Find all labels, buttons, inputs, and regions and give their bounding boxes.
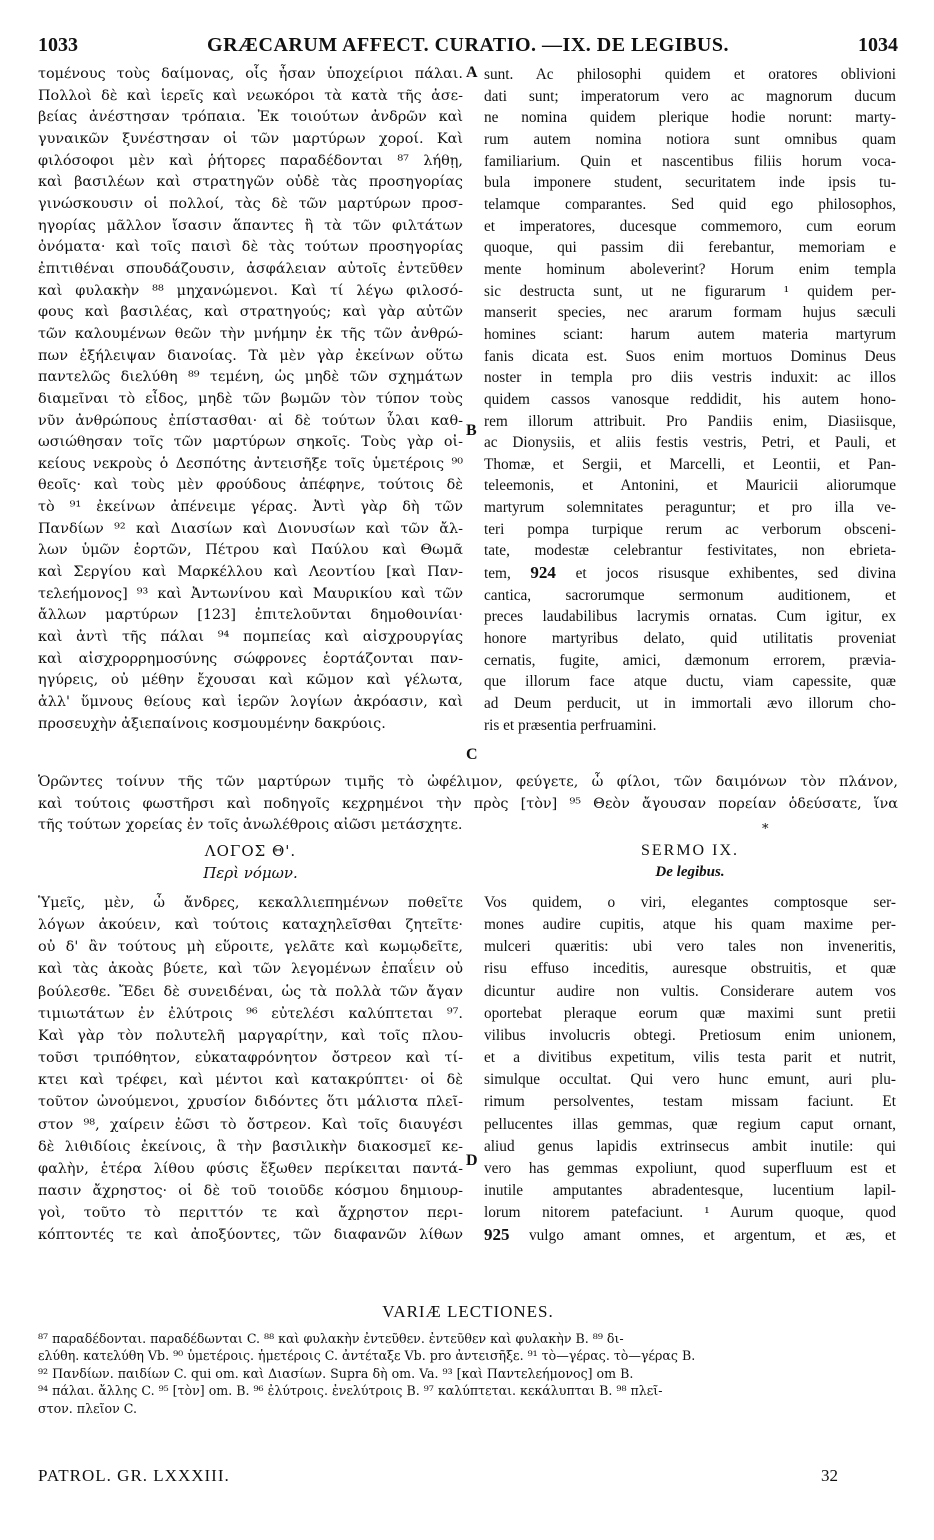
latin-text-line: rem illorum attribuit. Pro Pandiis enim, Diasiisque, (484, 412, 896, 430)
latin-sermon-title: SERMO IX. (640, 842, 739, 859)
latin-text-line: pellucentes illas gemmas, quæ regium caput ornant, (484, 1115, 896, 1133)
greek-column-lower (38, 892, 463, 1247)
greek-text-line: προσευχὴν ἀξιεπαίνοις κοσμουμένην δακρύοις. (38, 715, 386, 732)
variant-note-line: ⁹⁴ πάλαι. ἄλλης C. ⁹⁵ [τὸν] om. B. ⁹⁶ ἐλύτροις. ἐνελύτροις B. ⁹⁷ καλύπτεται. κεκάλυπται B. ⁹⁸ πλεῖ- (38, 1383, 663, 1399)
greek-text-line: τοῦσι τριπόθητον, εὐκαταφρόνητον ὄστρεον καὶ τί- (38, 1050, 463, 1067)
greek-text-line: τῆς τούτων χορείας ἐν τοῖς ἀνωλέθροις αἰῶσι μετάσχητε. (38, 817, 463, 833)
latin-text-line: quoque, qui passim dii ferebantur, memoriam e (484, 239, 896, 257)
latin-text-line: risu effuso inceditis, auresque obstruitis, et quæ (484, 960, 896, 978)
latin-text-line: oportebat pleraque eorum quæ maximi sunt pretii (484, 1004, 896, 1022)
latin-text-line: fanis dicata est. Suos enim mortuos Dominus Deus (484, 347, 896, 365)
greek-text-line: νῦν ἀνθρώπους ἐπίστασθαι· αἱ δὲ τούτων ὗλαι καθ- (38, 412, 463, 429)
greek-text-line: φιλόσοφοι μὲν καὶ ῥήτορες παραδέδονται ⁸⁷ λήθῃ, (38, 152, 463, 169)
variant-readings-notes (38, 1330, 898, 1417)
latin-text-line: tem, 924 et jocos risusque exhibentes, sed divina (484, 563, 896, 583)
greek-text-line: καὶ αἰσχρορρημοσύνης σώφρονες ἑορτάζονται παν- (38, 650, 463, 667)
greek-text-line: καὶ βασιλέων καὶ στρατηγῶν οὐδὲ τὰς προσηγορίας (38, 174, 463, 191)
greek-text-line: καὶ τούτοις φωστῆρσι καὶ ποδηγοῖς κεχρημένοι τὴν πρὸς [τὸν] ⁹⁵ Θεὸν ἄγουσαν πορείαν ὁδεύσατε, ἵνα (38, 795, 898, 812)
latin-column-lower (484, 892, 896, 1248)
greek-text-line: καὶ φυλακὴν ⁸⁸ μηχανώμενοι. Καὶ τί λέγω φιλοσό- (38, 282, 463, 299)
greek-text-line: βούλεσθε. Ἔδει δὲ συνειδέναι, ὡς τὰ πολλὰ τῶν ἄγαν (38, 983, 463, 1000)
variant-note-line: ⁸⁷ παραδέδονται. παραδέδωνται C. ⁸⁸ καὶ φυλακὴν ἐντεῦθεν. ἐντεῦθεν καὶ φυλακὴν B. ⁸⁹ δι- (38, 1331, 624, 1346)
latin-text-line: et imperatores, ducesque commemoro, cum eorum (484, 217, 896, 235)
latin-text-line: dati sunt; imperatorum vero ac magnorum ducum (484, 87, 896, 105)
greek-text-line: παντελῶς διελύθη ⁸⁹ τεμένη, ὡς μηδὲ τῶν σχημάτων (38, 369, 463, 386)
page-header (38, 34, 898, 60)
latin-text-line: vilibus involucris obtegi. Pretiosum enim unionem, (484, 1026, 896, 1044)
greek-text-line: Καὶ γὰρ τὸν πολυτελῆ μαργαρίτην, καὶ τοῖς πλου- (38, 1027, 463, 1044)
column-page-marker: 925 (484, 1225, 510, 1245)
latin-text-line: mones audire cupitis, atque his quam maxime per- (484, 916, 896, 934)
greek-text-line: πων ἐξήλειψαν διανοίας. Τὰ μὲν γὰρ ἐκείνων οὕτω (38, 347, 463, 364)
greek-text-line: κείους νεκροὺς ὁ Δεσπότης ἀντεισῆξε τοῖς ὑμετέροις ⁹⁰ (38, 455, 463, 472)
latin-text-line: Vos quidem, o viri, elegantes comptosque ser- (484, 894, 896, 911)
latin-text-line: ac Dionysiis, et aliis festis vestris, Petri, et Pauli, et (484, 434, 896, 452)
latin-text-line: mulceri quæritis: ubi vero tales non inveneritis, (484, 938, 896, 956)
variant-note-line: ελύθη. κατελύθη Vb. ⁹⁰ ὑμετέροις. ἡμετέροις C. ἀντέταξε Vb. pro ἀντεισῆξε. ⁹¹ τὸ—γέρας. τὸ—γέρας B. (38, 1348, 696, 1364)
latin-text-line: teri pompa turpique rerum ac verborum obsceni- (484, 520, 896, 538)
latin-text-line: ad Deum perducit, ut in immortali ævo illorum cho- (484, 695, 896, 713)
greek-text-line: στον ⁹⁸, χαίρειν ἐῶσι τὸ ὄστρεον. Καὶ τοῖς διαυγέσι (38, 1116, 463, 1133)
variae-lectiones-title: VARIÆ LECTIONES. (382, 1302, 554, 1321)
greek-text-line: ηγύρεις, οὐ μέθην ἔχουσαι καὶ κῶμον καὶ γέλωτα, (38, 672, 463, 689)
latin-text-line: tate, modestæ celebrantur festivitates, non ebrieta- (484, 542, 896, 560)
greek-text-line: Ὑμεῖς, μὲν, ὦ ἄνδρες, κεκαλλιεπημένων ποθεῖτε (38, 895, 463, 911)
greek-text-line: οὐ δ' ἂν τούτους μὴ εὕροιτε, γελᾶτε καὶ κωμῳδεῖτε, (38, 939, 463, 956)
latin-text-line: vero has gemmas expoliunt, quod superfluum est et (484, 1159, 896, 1177)
greek-text-line: δὲ λιθιδίοις ἐκείνοις, ἃ τὴν βασιλικὴν διακοσμεῖ κε- (38, 1138, 463, 1155)
page-number-left: 1033 (38, 34, 78, 56)
latin-text-line: rum autem nomina notiora sunt omnibus quam (484, 130, 896, 148)
greek-text-line: γινώσκουσιν οἱ πολλοί, τὰς δὲ τῶν μαρτύρων προσ- (38, 195, 463, 212)
greek-text-line: ἐπιτιθέναι σπουδάζουσιν, ἀσφάλειαν αὐτοῖς ἐντεῦθεν (38, 260, 463, 277)
variant-note-line: ⁹² Πανδίων. παιδίων C. qui om. καὶ Διασίων. Supra δὴ om. Va. ⁹³ [καὶ Παντελεήμονος] om B. (38, 1365, 634, 1381)
latin-text-line: manserit species, nec ararum formam hujus sæculi (484, 304, 896, 322)
latin-text-line: 925 vulgo amant omnes, et argentum, et æs, et (484, 1225, 896, 1245)
greek-text-line: καὶ τὰς ἀκοὰς βύετε, καὶ τῶν λεγομένων ἐπαΐειν οὐ (38, 961, 463, 978)
page-number-right: 1034 (858, 34, 898, 56)
latin-text-line: bula imponere student, securitatem inde ipsis tu- (484, 174, 896, 192)
greek-text-line: ωσιώθησαν τοῖς τῶν μαρτύρων σηκοῖς. Τοὺς γὰρ οἰ- (38, 434, 463, 451)
star-mark: * (762, 822, 769, 837)
greek-text-line: πασιν ἄχρηστος· οἱ δὲ τοῦ τοιοῦδε κόσμου δημιουρ- (38, 1183, 463, 1200)
latin-text-line: sic destructa sunt, ut ne figurarum ¹ quidem per- (484, 282, 896, 300)
greek-text-line: τῶν καλουμένων θεῶν τὴν μνήμην ἐκ τῆς τῶν ἀνθρώ- (38, 325, 463, 342)
greek-text-line: λόγων ἀκούειν, καὶ τούτοις καταχηλεῖσθαι ζητεῖτε· (38, 917, 463, 934)
latin-text-line: lorum nitorem patefaciunt. ¹ Aurum quoque, quod (484, 1204, 896, 1222)
greek-text-line: τοῦτον ὠνούμενοι, χρυσίον διδόντες ὅτι μάλιστα πλεῖ- (38, 1094, 463, 1111)
greek-text-line: Πανδίων ⁹² καὶ Διασίων καὶ Διονυσίων καὶ τῶν ἄλ- (38, 520, 463, 537)
greek-text-line: Πολλοὶ δὲ καὶ ἱερεῖς καὶ νεωκόροι τὰ κατὰ τῆς ἀσε- (38, 87, 463, 104)
latin-text-line: sunt. Ac philosophi quidem et oratores oblivioni (484, 66, 896, 83)
greek-sermon-subtitle: Περὶ νόμων. (203, 864, 298, 882)
greek-text-line: ἀλλ' ὕμνους θείους καὶ ἱερῶν λογίων ἀκρόασιν, καὶ (38, 694, 463, 711)
footer-series: PATROL. GR. LXXXIII. (38, 1466, 230, 1485)
latin-text-line: inutile amputantes abradentesque, lucentium lapil- (484, 1182, 896, 1200)
latin-text-line: preces laudabilibus lacrymis ornatas. Cum igitur, ex (484, 608, 896, 626)
latin-text-line: telamque comparantes. Sed quid ego philosophos, (484, 195, 896, 213)
greek-text-line: κόπτοντές τε καὶ ἀποξύοντες, τῶν διαφανῶν λίθων (38, 1227, 463, 1244)
margin-marker-c: C (466, 746, 478, 763)
latin-text-line: dicuntur audire non vultis. Considerare autem vos (484, 982, 896, 1000)
latin-text-line: cantica, sacrorumque sermonum auditionem, et (484, 586, 896, 604)
greek-text-line: φους καὶ βασιλέας, καὶ στρατηγούς; καὶ γὰρ αὐτῶν (38, 304, 463, 321)
greek-full-width-paragraph (38, 772, 898, 837)
latin-text-line: quidem cassos vanosque reddidit, his autem hono- (484, 390, 896, 408)
greek-text-line: καὶ ἀντὶ τῆς πάλαι ⁹⁴ πομπείας καὶ αἰσχρουργίας (38, 629, 463, 646)
variant-note-line: στον. πλεῖον C. (38, 1400, 137, 1416)
greek-text-line: καὶ Σεργίου καὶ Μαρκέλλου καὶ Λεοντίου [καὶ Παν- (38, 564, 463, 581)
greek-text-line: λων ὑμῶν ἑορτῶν, Πέτρου καὶ Παύλου καὶ Θωμᾶ (38, 542, 463, 559)
greek-text-line: ηγορίας μᾶλλον ἴσασιν ἅπαντες ἢ τὰ τῶν φιλτάτων (38, 217, 463, 234)
greek-text-line: τομένους τοὺς δαίμονας, οἷς ἦσαν ὑποχείριοι πάλαι. (38, 66, 463, 82)
greek-text-line: κτει καὶ τρέφει, καὶ μέντοι καὶ κατακρύπτει· οἱ δὲ (38, 1072, 463, 1089)
latin-text-line: honore martyribus delato, quid utilitatis proveniat (484, 630, 896, 648)
latin-text-line: rimum persolventes, testam missam faciunt. Et (484, 1093, 896, 1111)
footer-signature: 32 (821, 1466, 838, 1485)
greek-column-upper (38, 64, 463, 735)
greek-text-line: ὀνόματα· καὶ τοῖς παισὶ δὲ τὰς τούτων προσηγορίας (38, 239, 463, 256)
margin-marker-b: B (466, 422, 477, 439)
latin-text-line: ris et præsentia perfruamini. (484, 716, 657, 734)
latin-text-line: mente hominum aboleverint? Horum enim templa (484, 260, 896, 278)
latin-text-line: cernatis, fugite, amici, dæmonum errorem, prævia- (484, 651, 896, 669)
latin-text-line: noster in templa pro diis vestris induxit: ac illos (484, 369, 896, 387)
margin-marker-a: A (466, 64, 478, 81)
latin-column-upper (484, 64, 896, 736)
margin-marker-d: D (466, 1152, 478, 1169)
greek-text-line: θεοῖς· καὶ τοὺς μὲν φρούδους ἀπέφηνε, τούτοις δὲ (38, 477, 463, 494)
greek-text-line: ἄλλων μαρτύρων [123] ἐπιτελοῦνται δημοθοινίαι· (38, 607, 463, 624)
latin-text-line: et a divitibus expetitum, vilis testa parit et nutrit, (484, 1049, 896, 1067)
latin-text-line: homines sciant: harum autem materia martyrum (484, 325, 896, 343)
latin-text-line: que illorum face atque ductu, viam capessite, quæ (484, 673, 896, 691)
greek-text-line: τελεήμονος] ⁹³ καὶ Ἀντωνίνου καὶ Μαυρικίου καὶ τῶν (38, 585, 463, 602)
greek-text-line: Ὁρῶντες τοίνυν τῆς τῶν μαρτύρων τιμῆς τὸ ὠφέλιμον, φεύγετε, ὦ φίλοι, τῶν δαιμόνων τὸν πλάνον, (38, 774, 898, 790)
latin-text-line: familiarium. Quin et nascentibus filiis horum voca- (484, 152, 896, 170)
latin-text-line: simulque occultat. Qui vero hunc emunt, auri plu- (484, 1071, 896, 1089)
latin-text-line: martyrum solemnitates peraguntur; et pro illa ve- (484, 499, 896, 517)
greek-text-line: τὸ ⁹¹ ἐκείνων ἀπένειμε γέρας. Ἀντὶ γὰρ δὴ τῶν (38, 499, 463, 516)
column-page-marker: 924 (530, 563, 556, 583)
greek-text-line: γυναικῶν ξυνέστησαν οἱ τῶν μαρτύρων χοροί. Καὶ (38, 130, 463, 147)
greek-text-line: διαμεῖναι τὸ εἶδος, μηδὲ τῶν βωμῶν τὸν τύπον τοὺς (38, 390, 463, 407)
latin-sermon-subtitle: De legibus. (655, 864, 725, 880)
latin-text-line: ne nomina quidem plerique hodie norunt: marty- (484, 109, 896, 127)
running-title: GRÆCARUM AFFECT. CURATIO. —IX. DE LEGIBUS. (207, 34, 729, 56)
greek-text-line: γοὶ, τοῦτο τὸ περιττόν τε καὶ ἄχρηστον περι- (38, 1205, 463, 1222)
latin-text-line: Thomæ, et Sergii, et Marcelli, et Leontii, et Pan- (484, 455, 896, 473)
greek-text-line: τιμιωτάτων ἐν ἐλύτροις ⁹⁶ εὐτελέσι καλύπτεται ⁹⁷. (38, 1005, 463, 1022)
greek-text-line: φαλὴν, ἑτέρα λίθου φύσις ἔξωθεν περίκειται παντά- (38, 1160, 463, 1177)
latin-text-line: teleemonis, et Antonini, et Mauricii aliorumque (484, 477, 896, 495)
greek-sermon-title: ΛΟΓΟΣ Θ'. (204, 842, 297, 860)
greek-text-line: βείας ἀνέστησαν τρόπαια. Ἐκ τοιούτων ἀνδρῶν καὶ (38, 109, 463, 126)
latin-text-line: aliud genus lapidis extrinsecus ambit inutile: qui (484, 1137, 896, 1155)
